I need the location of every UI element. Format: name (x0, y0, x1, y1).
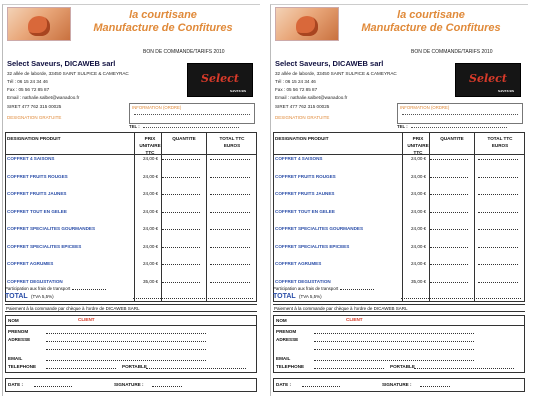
header-total: TOTAL TTC EUROS (487, 136, 513, 148)
quantity-input[interactable] (162, 212, 200, 213)
header-total: TOTAL TTC EUROS (219, 136, 245, 148)
tva-label: (TVA 5,5%) (31, 294, 54, 299)
email-input[interactable] (46, 360, 206, 361)
product-row (6, 174, 256, 184)
product-name: COFFRET DEGUSTATION (275, 279, 331, 284)
total-cell-input[interactable] (210, 229, 250, 230)
product-price: 24,00 € (402, 174, 426, 179)
product-row (6, 191, 256, 201)
portable-input[interactable] (414, 368, 514, 369)
header-quantite: QUANTITE (172, 136, 196, 141)
email-label: EMAIL (276, 356, 291, 361)
product-name: COFFRET FRUITS ROUGES (275, 174, 336, 179)
order-table (5, 132, 257, 302)
product-row (6, 261, 256, 271)
date-label: DATE : (8, 382, 23, 387)
company-email: Email : nathalie.salbet@wanadoo.fr (7, 95, 80, 100)
participation-line (273, 286, 374, 291)
info-line[interactable] (402, 114, 518, 115)
header-designation: DESIGNATION PRODUIT (275, 136, 329, 141)
company-address: 32 allée de laborde, 33450 SAINT SULPICE & CAMEYRAC (275, 71, 397, 76)
tel-line[interactable] (143, 127, 239, 128)
product-name: COFFRET SPECIALITES GOURMANDES (275, 226, 364, 231)
date-input[interactable] (34, 386, 72, 387)
brand-name: la courtisane (129, 9, 197, 21)
tel-field[interactable] (397, 124, 507, 129)
total-input[interactable] (133, 298, 253, 299)
product-name: COFFRET TOUT EN GELEE (7, 209, 67, 214)
signature-input[interactable] (152, 386, 182, 387)
jam-jar-photo (7, 7, 71, 41)
product-row (6, 209, 256, 219)
product-row (274, 244, 524, 254)
logo-small-text: SAVEURS (497, 89, 514, 93)
nom-row (274, 316, 524, 326)
telephone-label: TELEPHONE (8, 364, 37, 369)
tel-label: TEL : (397, 124, 408, 129)
quantity-input[interactable] (162, 194, 200, 195)
quantity-input[interactable] (430, 247, 468, 248)
total-label: TOTAL (273, 293, 296, 300)
nom-row (6, 316, 256, 326)
portable-label: PORTABLE (122, 364, 147, 369)
quantity-input[interactable] (430, 177, 468, 178)
prenom-label: PRENOM (8, 329, 29, 334)
logo-text: Select (201, 72, 239, 85)
company-tel: Tél : 06 15 24 34 46 (275, 79, 316, 84)
quantity-input[interactable] (162, 229, 200, 230)
quantity-input[interactable] (162, 282, 200, 283)
company-fax: Fax : 05 56 72 85 87 (275, 87, 318, 92)
brand-name: la courtisane (397, 9, 465, 21)
total-cell-input[interactable] (210, 282, 250, 283)
brand-header (341, 9, 521, 35)
product-price: 24,00 € (134, 174, 158, 179)
client-box (5, 315, 257, 373)
product-price: 24,00 € (134, 191, 158, 196)
total-cell-input[interactable] (210, 247, 250, 248)
document-title: BON DE COMMANDE/TARIFS 2010 (143, 49, 225, 55)
signature-box (273, 378, 525, 392)
signature-label: SIGNATURE : (114, 382, 144, 387)
product-name: COFFRET SPECIALITES EPICEES (7, 244, 82, 249)
product-row (6, 156, 256, 166)
product-row (274, 261, 524, 271)
header-prix: PRIX UNITAIRE TTC (139, 136, 161, 155)
company-name: Select Saveurs, DICAWEB sarl (275, 59, 384, 68)
product-name: COFFRET 4 SAISONS (7, 156, 55, 161)
table-header (6, 133, 256, 155)
order-table (273, 132, 525, 302)
product-price: 24,00 € (134, 261, 158, 266)
header-quantite: QUANTITE (440, 136, 464, 141)
adresse-label: ADRESSE (276, 337, 299, 342)
info-line[interactable] (134, 114, 250, 115)
prenom-label: PRENOM (276, 329, 297, 334)
info-label: INFORMATION (ORDRE) (400, 105, 450, 110)
product-price: 24,00 € (134, 209, 158, 214)
product-row (6, 226, 256, 236)
telephone-input[interactable] (46, 368, 116, 369)
info-box (397, 103, 523, 124)
logo-text: Select (469, 72, 507, 85)
jam-jar-photo (275, 7, 339, 41)
total-cell-input[interactable] (478, 159, 518, 160)
company-fax: Fax : 05 56 72 85 87 (7, 87, 50, 92)
total-cell-input[interactable] (478, 194, 518, 195)
product-name: COFFRET FRUITS JAUNES (7, 191, 67, 196)
portable-label: PORTABLE (390, 364, 415, 369)
participation-label: Participation aux frais de transport (5, 286, 71, 291)
header-prix: PRIX UNITAIRE TTC (407, 136, 429, 155)
total-cell-input[interactable] (210, 177, 250, 178)
product-price: 24,00 € (134, 244, 158, 249)
tel-field[interactable] (129, 124, 239, 129)
header-designation: DESIGNATION PRODUIT (7, 136, 61, 141)
info-box (129, 103, 255, 124)
product-price: 24,00 € (402, 244, 426, 249)
nom-label: NOM (276, 318, 287, 323)
logo-small-text: SAVEURS (229, 89, 246, 93)
quantity-input[interactable] (430, 264, 468, 265)
quantity-input[interactable] (162, 247, 200, 248)
total-cell-input[interactable] (478, 264, 518, 265)
product-name: COFFRET AGRUMES (275, 261, 322, 266)
participation-input[interactable] (72, 289, 106, 290)
quantity-input[interactable] (162, 177, 200, 178)
product-price: 24,00 € (402, 191, 426, 196)
product-price: 35,00 € (134, 279, 158, 284)
tel-label: TEL : (129, 124, 140, 129)
total-input[interactable] (401, 298, 521, 299)
product-name: COFFRET 4 SAISONS (275, 156, 323, 161)
total-cell-input[interactable] (210, 264, 250, 265)
quantity-input[interactable] (430, 212, 468, 213)
brand-subtitle: Manufacture de Confitures (93, 22, 233, 34)
prenom-input[interactable] (314, 333, 474, 334)
product-name: COFFRET SPECIALITES GOURMANDES (7, 226, 96, 231)
telephone-input[interactable] (314, 368, 384, 369)
payment-note: Paiement à la commande par chèque à l'ordre de DICAWEB SARL (5, 304, 257, 312)
total-cell-input[interactable] (210, 159, 250, 160)
date-input[interactable] (302, 386, 340, 387)
total-cell-input[interactable] (478, 177, 518, 178)
payment-note: Paiement à la commande par chèque à l'ordre de DICAWEB SARL (273, 304, 525, 312)
prenom-input[interactable] (46, 333, 206, 334)
adresse-input[interactable] (46, 341, 206, 342)
info-label: INFORMATION (ORDRE) (132, 105, 182, 110)
livraison-label: DESIGNATION GRATUITE (275, 115, 330, 120)
product-row (274, 174, 524, 184)
nom-label: NOM (8, 318, 19, 323)
participation-label: Participation aux frais de transport (273, 286, 339, 291)
participation-line (5, 286, 106, 291)
product-name: COFFRET DEGUSTATION (7, 279, 63, 284)
company-name: Select Saveurs, DICAWEB sarl (7, 59, 116, 68)
table-header (274, 133, 524, 155)
product-row (274, 191, 524, 201)
company-email: Email : nathalie.salbet@wanadoo.fr (275, 95, 348, 100)
select-saveurs-logo (455, 63, 521, 97)
product-name: COFFRET TOUT EN GELEE (275, 209, 335, 214)
client-label: CLIENT (346, 317, 363, 322)
total-cell-input[interactable] (478, 212, 518, 213)
product-name: COFFRET FRUITS JAUNES (275, 191, 335, 196)
tel-line[interactable] (411, 127, 507, 128)
company-tel: Tél : 06 15 24 34 46 (7, 79, 48, 84)
client-box (273, 315, 525, 373)
product-name: COFFRET SPECIALITES EPICEES (275, 244, 350, 249)
company-siret: SIRET 477 762 315 00025 (275, 104, 330, 109)
total-cell-input[interactable] (478, 229, 518, 230)
total-cell-input[interactable] (210, 212, 250, 213)
select-saveurs-logo (187, 63, 253, 97)
quantity-input[interactable] (430, 282, 468, 283)
company-address: 32 allée de laborde, 33450 SAINT SULPICE & CAMEYRAC (7, 71, 129, 76)
product-row (274, 226, 524, 236)
email-label: EMAIL (8, 356, 23, 361)
livraison-label: DESIGNATION GRATUITE (7, 115, 62, 120)
quantity-input[interactable] (430, 159, 468, 160)
product-price: 24,00 € (402, 226, 426, 231)
product-name: COFFRET FRUITS ROUGES (7, 174, 68, 179)
product-price: 24,00 € (402, 209, 426, 214)
tva-label: (TVA 5,5%) (299, 294, 322, 299)
telephone-label: TELEPHONE (276, 364, 305, 369)
email-input[interactable] (314, 360, 474, 361)
date-label: DATE : (276, 382, 291, 387)
brand-subtitle: Manufacture de Confitures (361, 22, 501, 34)
document-title: BON DE COMMANDE/TARIFS 2010 (411, 49, 493, 55)
product-price: 35,00 € (402, 279, 426, 284)
product-price: 24,00 € (134, 156, 158, 161)
order-form-left (2, 4, 260, 396)
client-label: CLIENT (78, 317, 95, 322)
adresse-input-2[interactable] (314, 349, 474, 350)
adresse-input-2[interactable] (46, 349, 206, 350)
order-form-right (270, 4, 528, 396)
product-row (6, 244, 256, 254)
adresse-input[interactable] (314, 341, 474, 342)
signature-input[interactable] (420, 386, 450, 387)
signature-label: SIGNATURE : (382, 382, 412, 387)
signature-box (5, 378, 257, 392)
adresse-label: ADRESSE (8, 337, 31, 342)
quantity-input[interactable] (162, 159, 200, 160)
quantity-input[interactable] (430, 229, 468, 230)
brand-header (73, 9, 253, 35)
product-name: COFFRET AGRUMES (7, 261, 54, 266)
product-price: 24,00 € (134, 226, 158, 231)
portable-input[interactable] (146, 368, 246, 369)
total-label: TOTAL (5, 293, 28, 300)
product-price: 24,00 € (402, 156, 426, 161)
product-row (274, 156, 524, 166)
participation-input[interactable] (340, 289, 374, 290)
company-siret: SIRET 477 762 315 00025 (7, 104, 62, 109)
quantity-input[interactable] (430, 194, 468, 195)
total-cell-input[interactable] (478, 282, 518, 283)
quantity-input[interactable] (162, 264, 200, 265)
total-cell-input[interactable] (210, 194, 250, 195)
product-price: 24,00 € (402, 261, 426, 266)
product-row (274, 209, 524, 219)
total-cell-input[interactable] (478, 247, 518, 248)
